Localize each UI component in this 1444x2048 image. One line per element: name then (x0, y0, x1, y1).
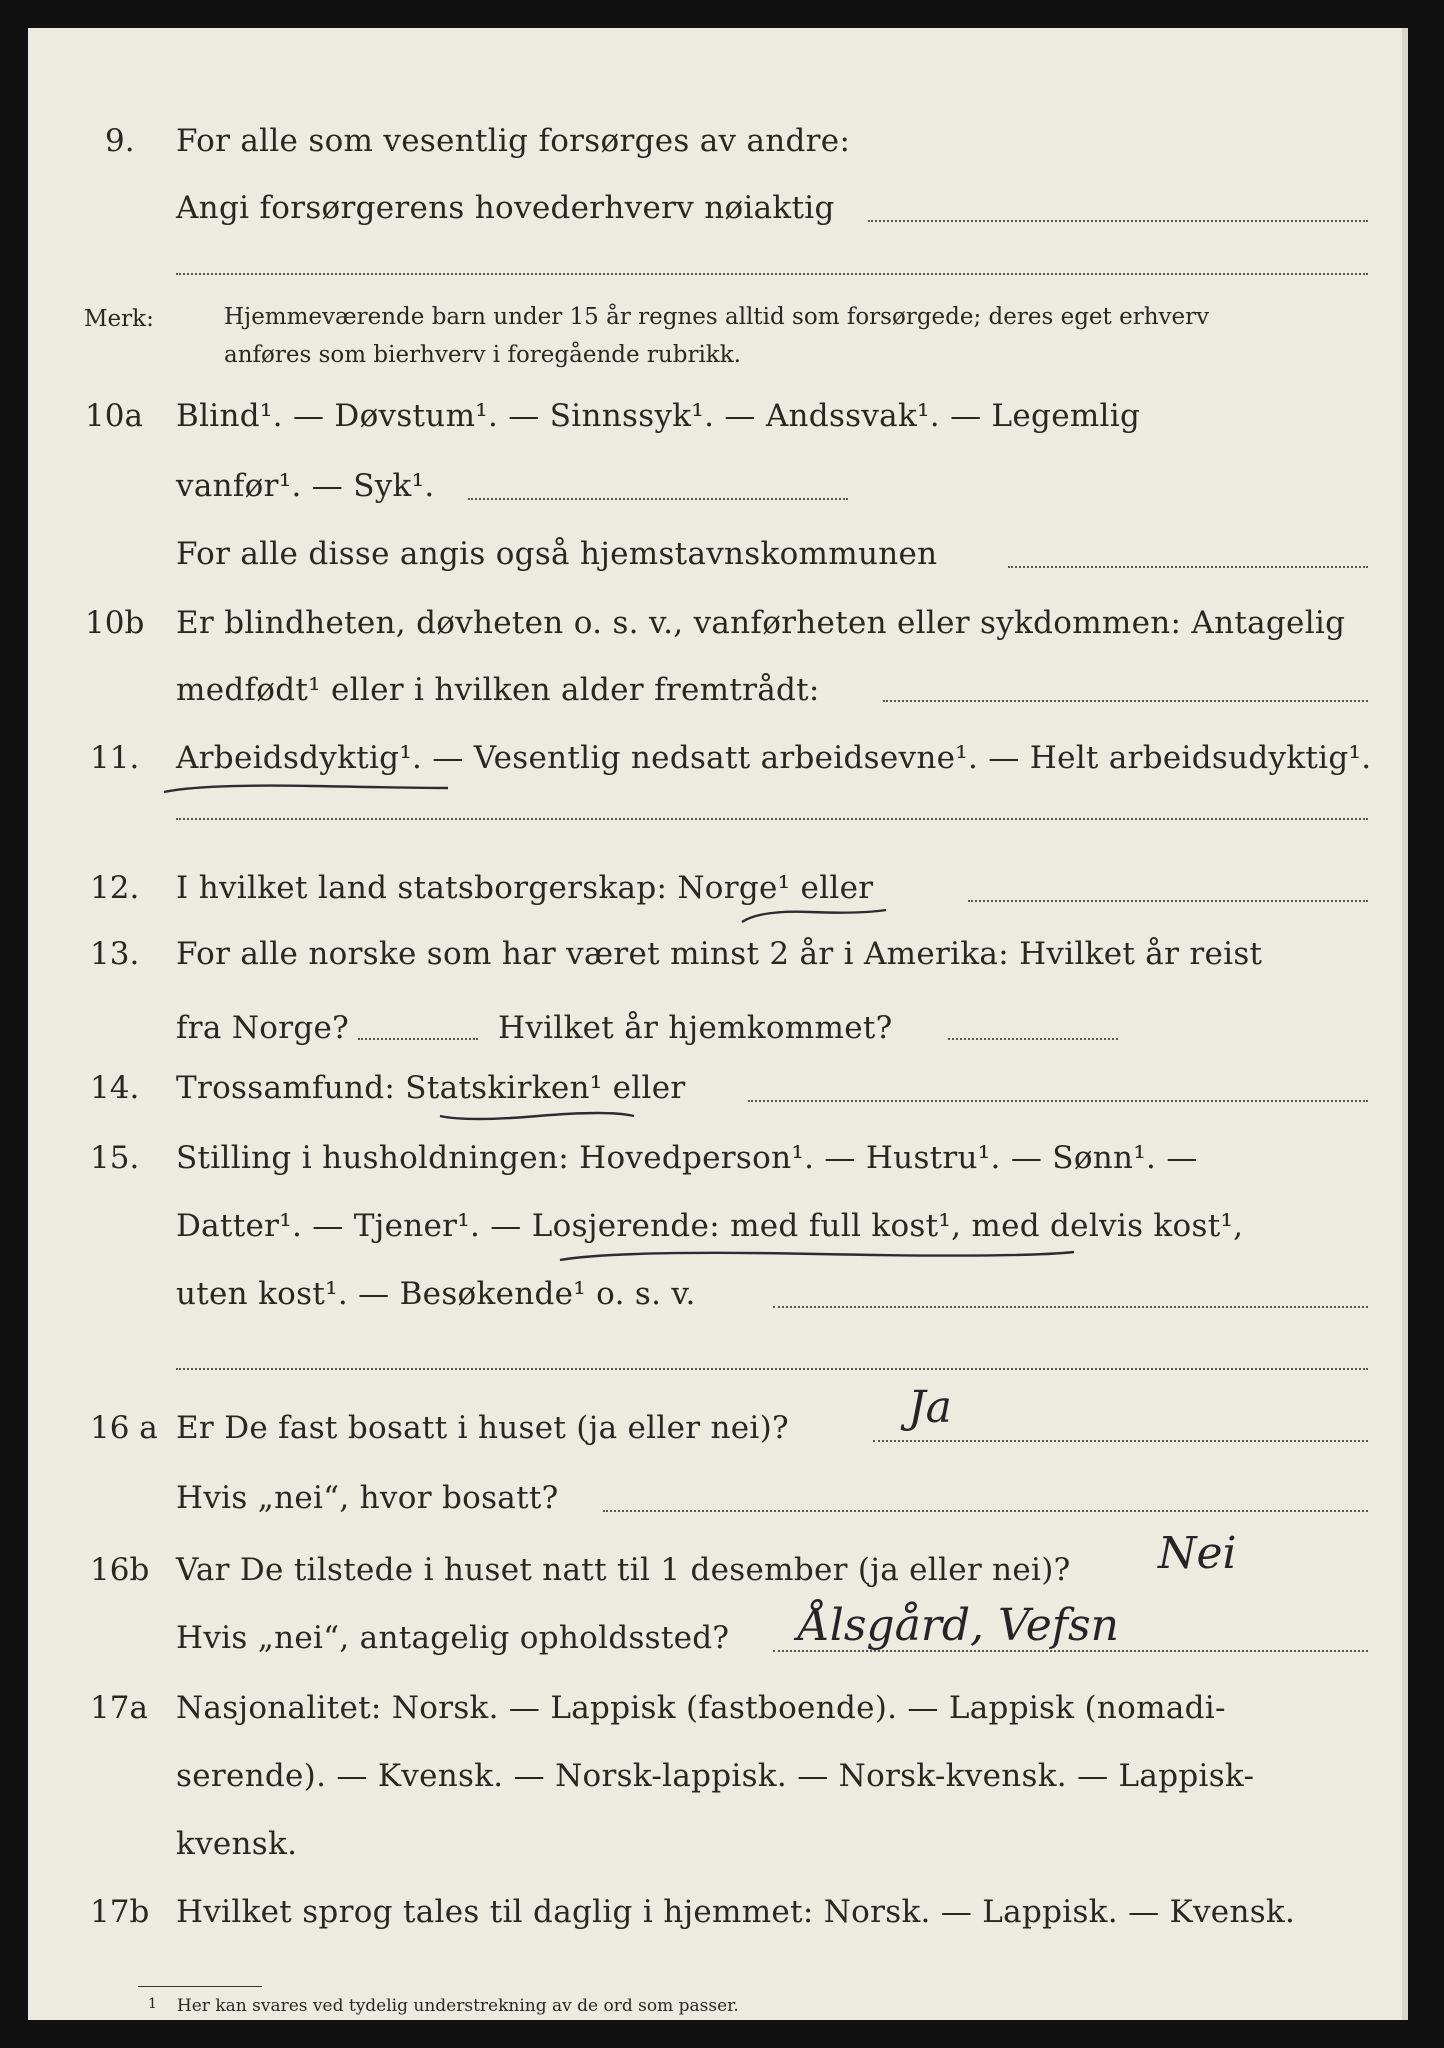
q16b-line2: Hvis „nei“, antagelig opholdssted? (176, 1620, 730, 1656)
footnote-text: Her kan svares ved tydelig understrekning av de ord som passer. (176, 1996, 739, 2016)
q16a-handwritten-answer: Ja (908, 1382, 952, 1433)
q16b-line1: Var De tilstede i huset natt til 1 desember (ja eller nei)? (176, 1552, 1071, 1588)
q11-line1: Arbeidsdyktig¹. — Vesentlig nedsatt arbeidsevne¹. — Helt arbeidsudyktig¹. (176, 740, 1372, 776)
q9-line2: Angi forsørgerens hovederhverv nøiaktig (176, 190, 835, 226)
q10b-answer-line[interactable] (883, 700, 1368, 702)
q16a-bosatt-line[interactable] (603, 1510, 1368, 1512)
q10b-line2: medfødt¹ eller i hvilken alder fremtrådt: (176, 672, 820, 708)
q16b-handwritten-place: Ålsgård, Vefsn (798, 1600, 1119, 1651)
q10b-number: 10b (85, 605, 145, 641)
q16b-number: 16b (90, 1552, 150, 1588)
q17b-number: 17b (90, 1894, 150, 1930)
q13-line2a: fra Norge? (176, 1010, 350, 1046)
q16a-line1: Er De fast bosatt i huset (ja eller nei)? (176, 1410, 789, 1446)
q15-line2: Datter¹. — Tjener¹. — Losjerende: med full kost¹, med delvis kost¹, (176, 1208, 1244, 1244)
q13-reist-line[interactable] (358, 1038, 478, 1040)
q17a-line1: Nasjonalitet: Norsk. — Lappisk (fastboende). — Lappisk (nomadi- (176, 1690, 1226, 1726)
merk-line1: Hjemmeværende barn under 15 år regnes alltid som forsørgede; deres eget erhverv (224, 304, 1210, 330)
q14-number: 14. (90, 1070, 140, 1106)
q16b-handwritten-answer: Nei (1158, 1528, 1237, 1579)
q12-number: 12. (90, 870, 140, 906)
q11-underline-mark (162, 780, 452, 800)
q15-line3: uten kost¹. — Besøkende¹ o. s. v. (176, 1276, 696, 1312)
q10a-line2: vanfør¹. — Syk¹. (176, 468, 435, 504)
q12-answer-line[interactable] (968, 900, 1368, 902)
q11-answer-line[interactable] (176, 818, 1368, 820)
q17a-line3: kvensk. (176, 1826, 298, 1862)
q9-answer-line[interactable] (868, 220, 1368, 222)
q17a-number: 17a (90, 1690, 148, 1726)
q10a-line1: Blind¹. — Døvstum¹. — Sinnssyk¹. — Andssvak¹. — Legemlig (176, 398, 1141, 434)
q10a-number: 10a (85, 398, 143, 434)
q17a-line2: serende). — Kvensk. — Norsk-lappisk. — Norsk-kvensk. — Lappisk- (176, 1758, 1255, 1794)
merk-label: Merk: (84, 306, 154, 332)
footnote-rule (138, 1986, 262, 1987)
q16a-line2: Hvis „nei“, hvor bosatt? (176, 1480, 559, 1516)
q13-line1: For alle norske som har været minst 2 år i Amerika: Hvilket år reist (176, 936, 1263, 972)
q15-number: 15. (90, 1140, 140, 1176)
q14-line1: Trossamfund: Statskirken¹ eller (176, 1070, 686, 1106)
footnote-mark: 1 (148, 1996, 157, 2012)
q13-hjemkommet-line[interactable] (948, 1038, 1118, 1040)
q10a-hjemstavn-line[interactable] (1008, 566, 1368, 568)
q13-number: 13. (90, 936, 140, 972)
q15-underline-mark (558, 1246, 1078, 1268)
q12-line1: I hvilket land statsborgerskap: Norge¹ eller (176, 870, 874, 906)
q17b-line1: Hvilket sprog tales til daglig i hjemmet: Norsk. — Lappisk. — Kvensk. (176, 1894, 1296, 1930)
q13-line2b: Hvilket år hjemkommet? (498, 1010, 893, 1046)
q11-number: 11. (90, 740, 140, 776)
q15-answer-line[interactable] (773, 1306, 1368, 1308)
q16a-number: 16 a (90, 1410, 158, 1446)
census-form-page (28, 28, 1408, 2020)
q9-number: 9. (105, 123, 135, 159)
q10b-line1: Er blindheten, døvheten o. s. v., vanførheten eller sykdommen: Antagelig (176, 605, 1346, 641)
q12-underline-mark (740, 906, 890, 928)
q15-line1: Stilling i husholdningen: Hovedperson¹. — Hustru¹. — Sønn¹. — (176, 1140, 1198, 1176)
q9-answer-line-2[interactable] (176, 273, 1368, 275)
q14-underline-mark (438, 1106, 638, 1126)
q15-answer-line-2[interactable] (176, 1368, 1368, 1370)
q14-answer-line[interactable] (748, 1100, 1368, 1102)
q10a-line3: For alle disse angis også hjemstavnskommunen (176, 536, 938, 572)
q16a-answer-line[interactable] (873, 1440, 1368, 1442)
q9-line1: For alle som vesentlig forsørges av andre: (176, 123, 851, 159)
footnote (148, 1996, 739, 2016)
q10a-answer-line[interactable] (468, 498, 848, 500)
merk-line2: anføres som bierhverv i foregående rubrikk. (224, 342, 741, 368)
